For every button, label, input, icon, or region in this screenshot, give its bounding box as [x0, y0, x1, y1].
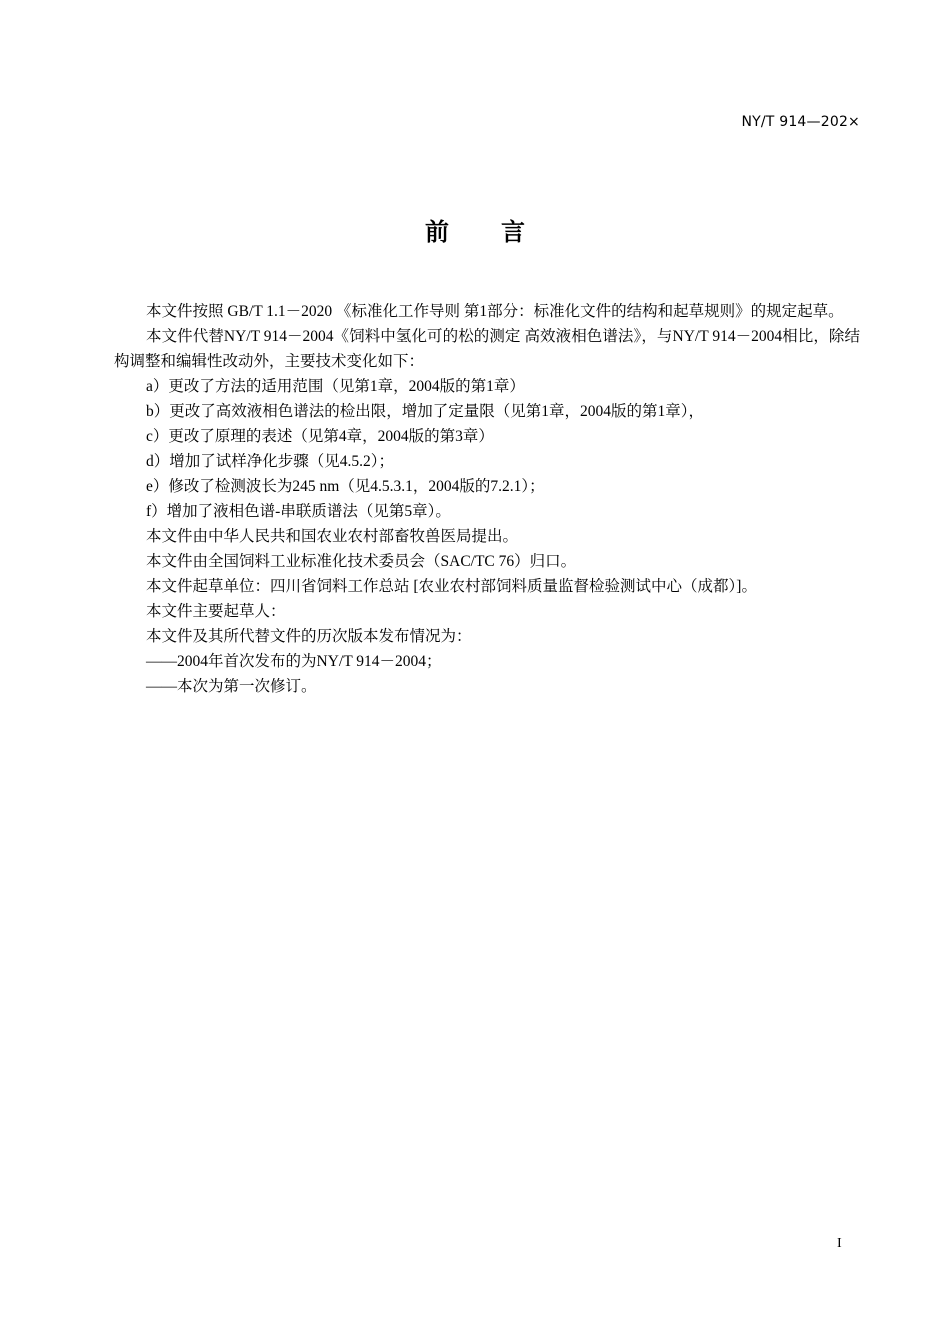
statement-drafters: 本文件主要起草人： [146, 603, 286, 620]
statement-history: 本文件及其所代替文件的历次版本发布情况为： [146, 628, 472, 645]
statement-drafting-unit: 本文件起草单位：四川省饲料工作总站 [农业农村部饲料质量监督检验测试中心（成都）]。 [146, 578, 757, 595]
history-item: ——2004年首次发布的为NY/T 914－2004； [146, 653, 442, 670]
page-number: I [837, 1236, 842, 1251]
list-item: d）增加了试样净化步骤（见4.5.2）； [146, 453, 395, 470]
paragraph-drafting-rules: 本文件按照 GB/T 1.1－2020 《标准化工作导则 第1部分：标准化文件的结构和起草规则》的规定起草。 [146, 303, 844, 320]
list-item: e）修改了检测波长为245 nm（见4.5.3.1，2004版的7.2.1）； [146, 478, 545, 495]
list-item: f）增加了液相色谱-串联质谱法（见第5章）。 [146, 503, 451, 520]
title-char-1: 前 [425, 218, 449, 246]
title-char-2: 言 [501, 218, 525, 246]
foreword-body [114, 299, 860, 699]
statement-proposer: 本文件由中华人民共和国农业农村部畜牧兽医局提出。 [146, 528, 519, 545]
standard-code-header: NY/T 914—202× [741, 114, 860, 130]
list-item: c）更改了原理的表述（见第4章，2004版的第3章） [146, 428, 494, 445]
list-item: b）更改了高效液相色谱法的检出限，增加了定量限（见第1章，2004版的第1章）， [146, 403, 705, 420]
statement-committee: 本文件由全国饲料工业标准化技术委员会（SAC/TC 76）归口。 [146, 553, 577, 570]
page-title [0, 212, 950, 247]
paragraph-replacement: 本文件代替NY/T 914－2004《饲料中氢化可的松的测定 高效液相色谱法》，与NY/T 914－2004相比，除结构调整和编辑性改动外，主要技术变化如下： [114, 328, 860, 370]
history-item: ——本次为第一次修订。 [146, 678, 317, 695]
list-item: a）更改了方法的适用范围（见第1章，2004版的第1章） [146, 378, 525, 395]
technical-changes-list [114, 374, 860, 524]
